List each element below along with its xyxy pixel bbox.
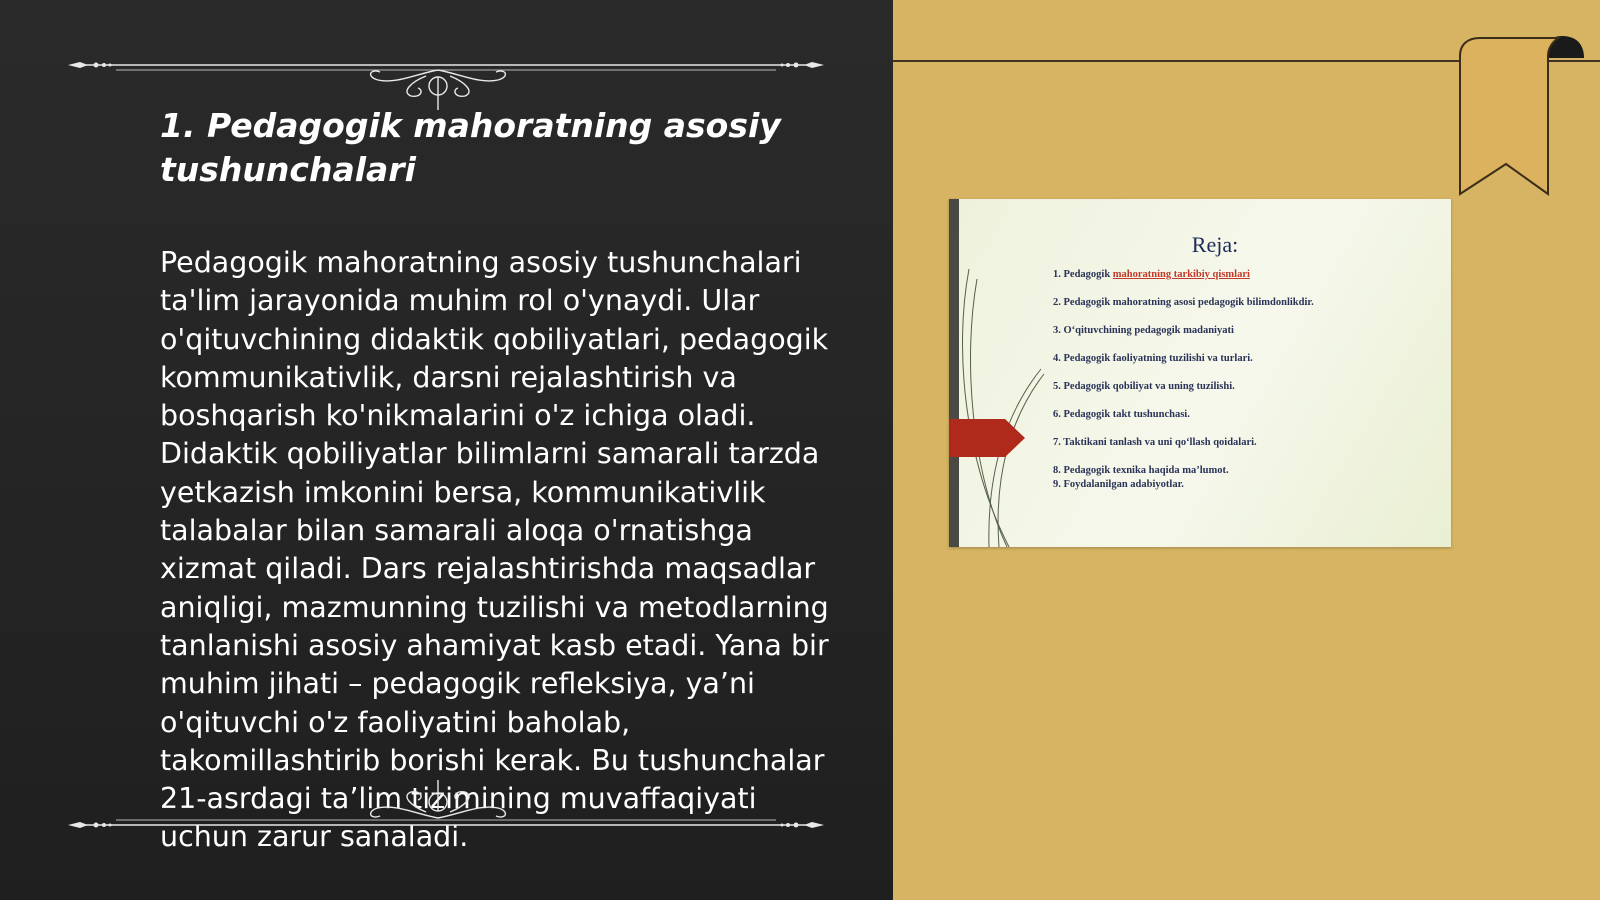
thumbnail-title: Reja:	[1191, 232, 1239, 257]
agenda-item: 3. O‘qituvchining pedagogik madaniyati	[1053, 325, 1234, 336]
bottom-ornament-icon	[66, 770, 826, 830]
top-ornament-icon	[66, 52, 826, 112]
agenda-slide-thumbnail	[949, 199, 1451, 547]
image-panel	[893, 0, 1600, 900]
agenda-item: 5. Pedagogik qobiliyat va uning tuzilishi.	[1053, 381, 1235, 392]
agenda-item: 4. Pedagogik faoliyatning tuzilishi va turlari.	[1053, 353, 1253, 364]
agenda-item: 7. Taktikani tanlash va uni qo‘llash qoidalari.	[1053, 437, 1257, 448]
agenda-item: 2. Pedagogik mahoratning asosi pedagogik bilimdonlikdir.	[1053, 297, 1314, 308]
agenda-item: 9. Foydalanilgan adabiyotlar.	[1053, 479, 1184, 490]
agenda-item: 8. Pedagogik texnika haqida ma’lumot.	[1053, 465, 1229, 476]
agenda-item: 1. Pedagogik mahoratning tarkibiy qismlari	[1053, 269, 1250, 280]
bookmark-ribbon-icon	[1434, 34, 1600, 204]
agenda-item-highlight: mahoratning tarkibiy qismlari	[1112, 269, 1250, 280]
slide-title: 1. Pedagogik mahoratning asosiy tushunchalari	[160, 106, 781, 189]
slide-body-text: Pedagogik mahoratning asosiy tushunchalari ta'lim jarayonida muhim rol o'ynaydi. Ular o'qituvchining didaktik qobiliyatlari, pedagogik kommunikativlik, darsni rejalashtirish va boshqarish ko'nikmalarini o'z ichiga oladi. Didaktik qobiliyatlar bilimlarni samarali tarzda yetkazish imkonini bersa, kommunikativlik talabalar bilan samarali aloqa o'rnatishga xizmat qiladi. Dars rejalashtirishda maqsadlar aniqligi, mazmunning tuzilishi va metodlarning tanlanishi asosiy ahamiyat kasb etadi. Yana bir muhim jihati – pedagogik refleksiya, ya’ni o'qituvchi o'z faoliyatini baholab, takomillashtirib borishi kerak. Bu tushunchalar 21-asrdagi ta’lim tizimining muvaffaqiyati uchun zarur sanaladi.	[160, 246, 829, 854]
agenda-item: 6. Pedagogik takt tushunchasi.	[1053, 409, 1190, 420]
red-arrow-icon	[949, 417, 1027, 459]
